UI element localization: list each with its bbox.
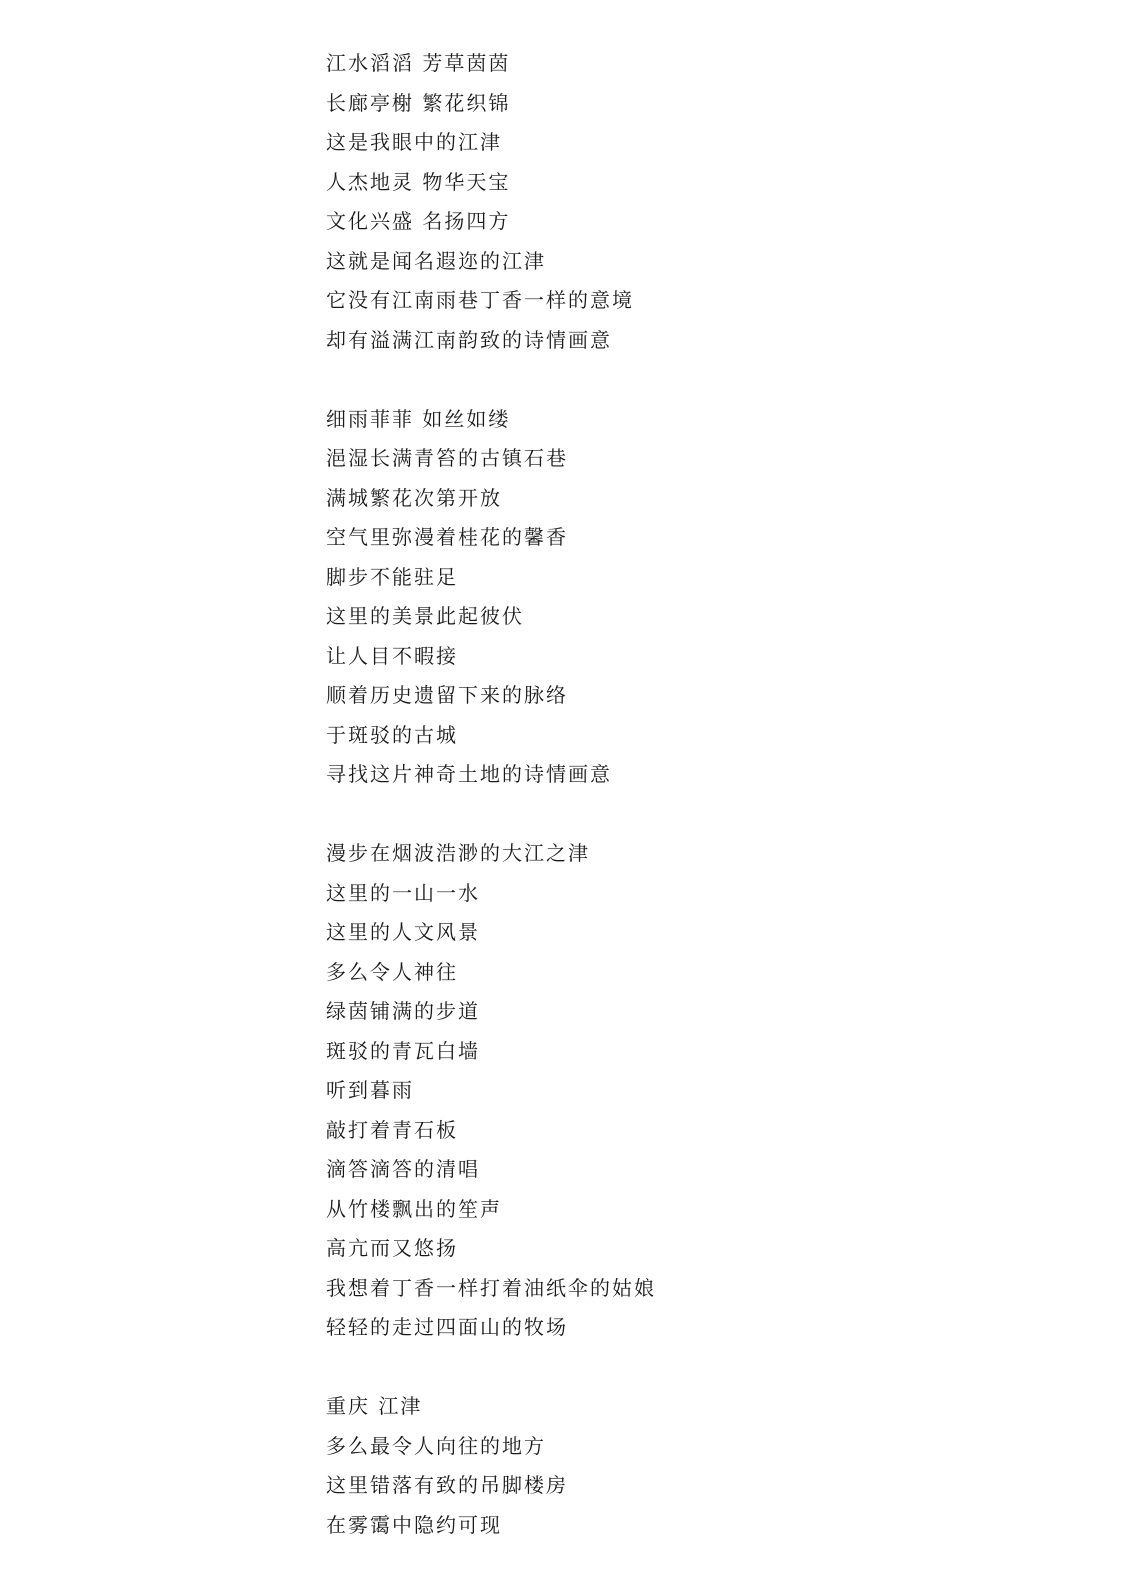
poem-line: 于斑驳的古城 <box>326 722 458 747</box>
poem-line: 这里错落有致的吊脚楼房 <box>326 1473 568 1497</box>
poem-line: 这里的一山一水 <box>326 880 480 905</box>
poem-line: 绿茵铺满的步道 <box>326 999 480 1023</box>
poem-line: 文化兴盛 名扬四方 <box>326 209 511 233</box>
poem-line: 听到暮雨 <box>326 1078 414 1102</box>
poem-line: 人杰地灵 物华天宝 <box>326 169 511 194</box>
poem-line: 重庆 江津 <box>326 1394 423 1418</box>
poem-line: 这里的美景此起彼伏 <box>326 604 524 628</box>
poem-line: 这里的人文风景 <box>326 920 480 944</box>
poem-line: 斑驳的青瓦白墙 <box>326 1038 480 1063</box>
poem-line: 空气里弥漫着桂花的馨香 <box>326 525 568 549</box>
poem-line: 高亢而又悠扬 <box>326 1236 458 1260</box>
poem-line: 让人目不暇接 <box>326 643 458 668</box>
stanza-2 <box>326 400 1026 795</box>
poem-line: 浥湿长满青笞的古镇石巷 <box>326 446 568 470</box>
poem-line: 敲打着青石板 <box>326 1117 458 1142</box>
poem-line: 我想着丁香一样打着油纸伞的姑娘 <box>326 1275 656 1300</box>
poem-line: 长廊亭榭 繁花织锦 <box>326 90 511 115</box>
poem-line: 它没有江南雨巷丁香一样的意境 <box>326 288 634 312</box>
poem-line: 寻找这片神奇土地的诗情画意 <box>326 762 612 786</box>
poem-line: 这就是闻名遐迩的江津 <box>326 248 546 273</box>
poem-line: 滴答滴答的清唱 <box>326 1157 480 1181</box>
poem-line: 脚步不能驻足 <box>326 564 458 589</box>
stanza-1 <box>326 44 1026 360</box>
poem-line: 在雾霭中隐约可现 <box>326 1512 502 1537</box>
poem-line: 顺着历史遗留下来的脉络 <box>326 683 568 707</box>
poem-line: 轻轻的走过四面山的牧场 <box>326 1315 568 1339</box>
poem-line: 从竹楼飘出的笙声 <box>326 1196 502 1221</box>
poem-line: 细雨菲菲 如丝如缕 <box>326 406 511 431</box>
poem-line: 多么最令人向往的地方 <box>326 1433 546 1458</box>
poem-line: 满城繁花次第开放 <box>326 485 502 510</box>
poem-line: 漫步在烟波浩渺的大江之津 <box>326 841 590 865</box>
poem-line: 却有溢满江南韵致的诗情画意 <box>326 327 612 352</box>
poem-line: 江水滔滔 芳草茵茵 <box>326 51 511 75</box>
poem-line: 这是我眼中的江津 <box>326 130 502 154</box>
stanza-4 <box>326 1387 1026 1545</box>
stanza-3 <box>326 834 1026 1348</box>
poem-line: 多么令人神往 <box>326 959 458 984</box>
poem-body <box>326 44 1026 1545</box>
